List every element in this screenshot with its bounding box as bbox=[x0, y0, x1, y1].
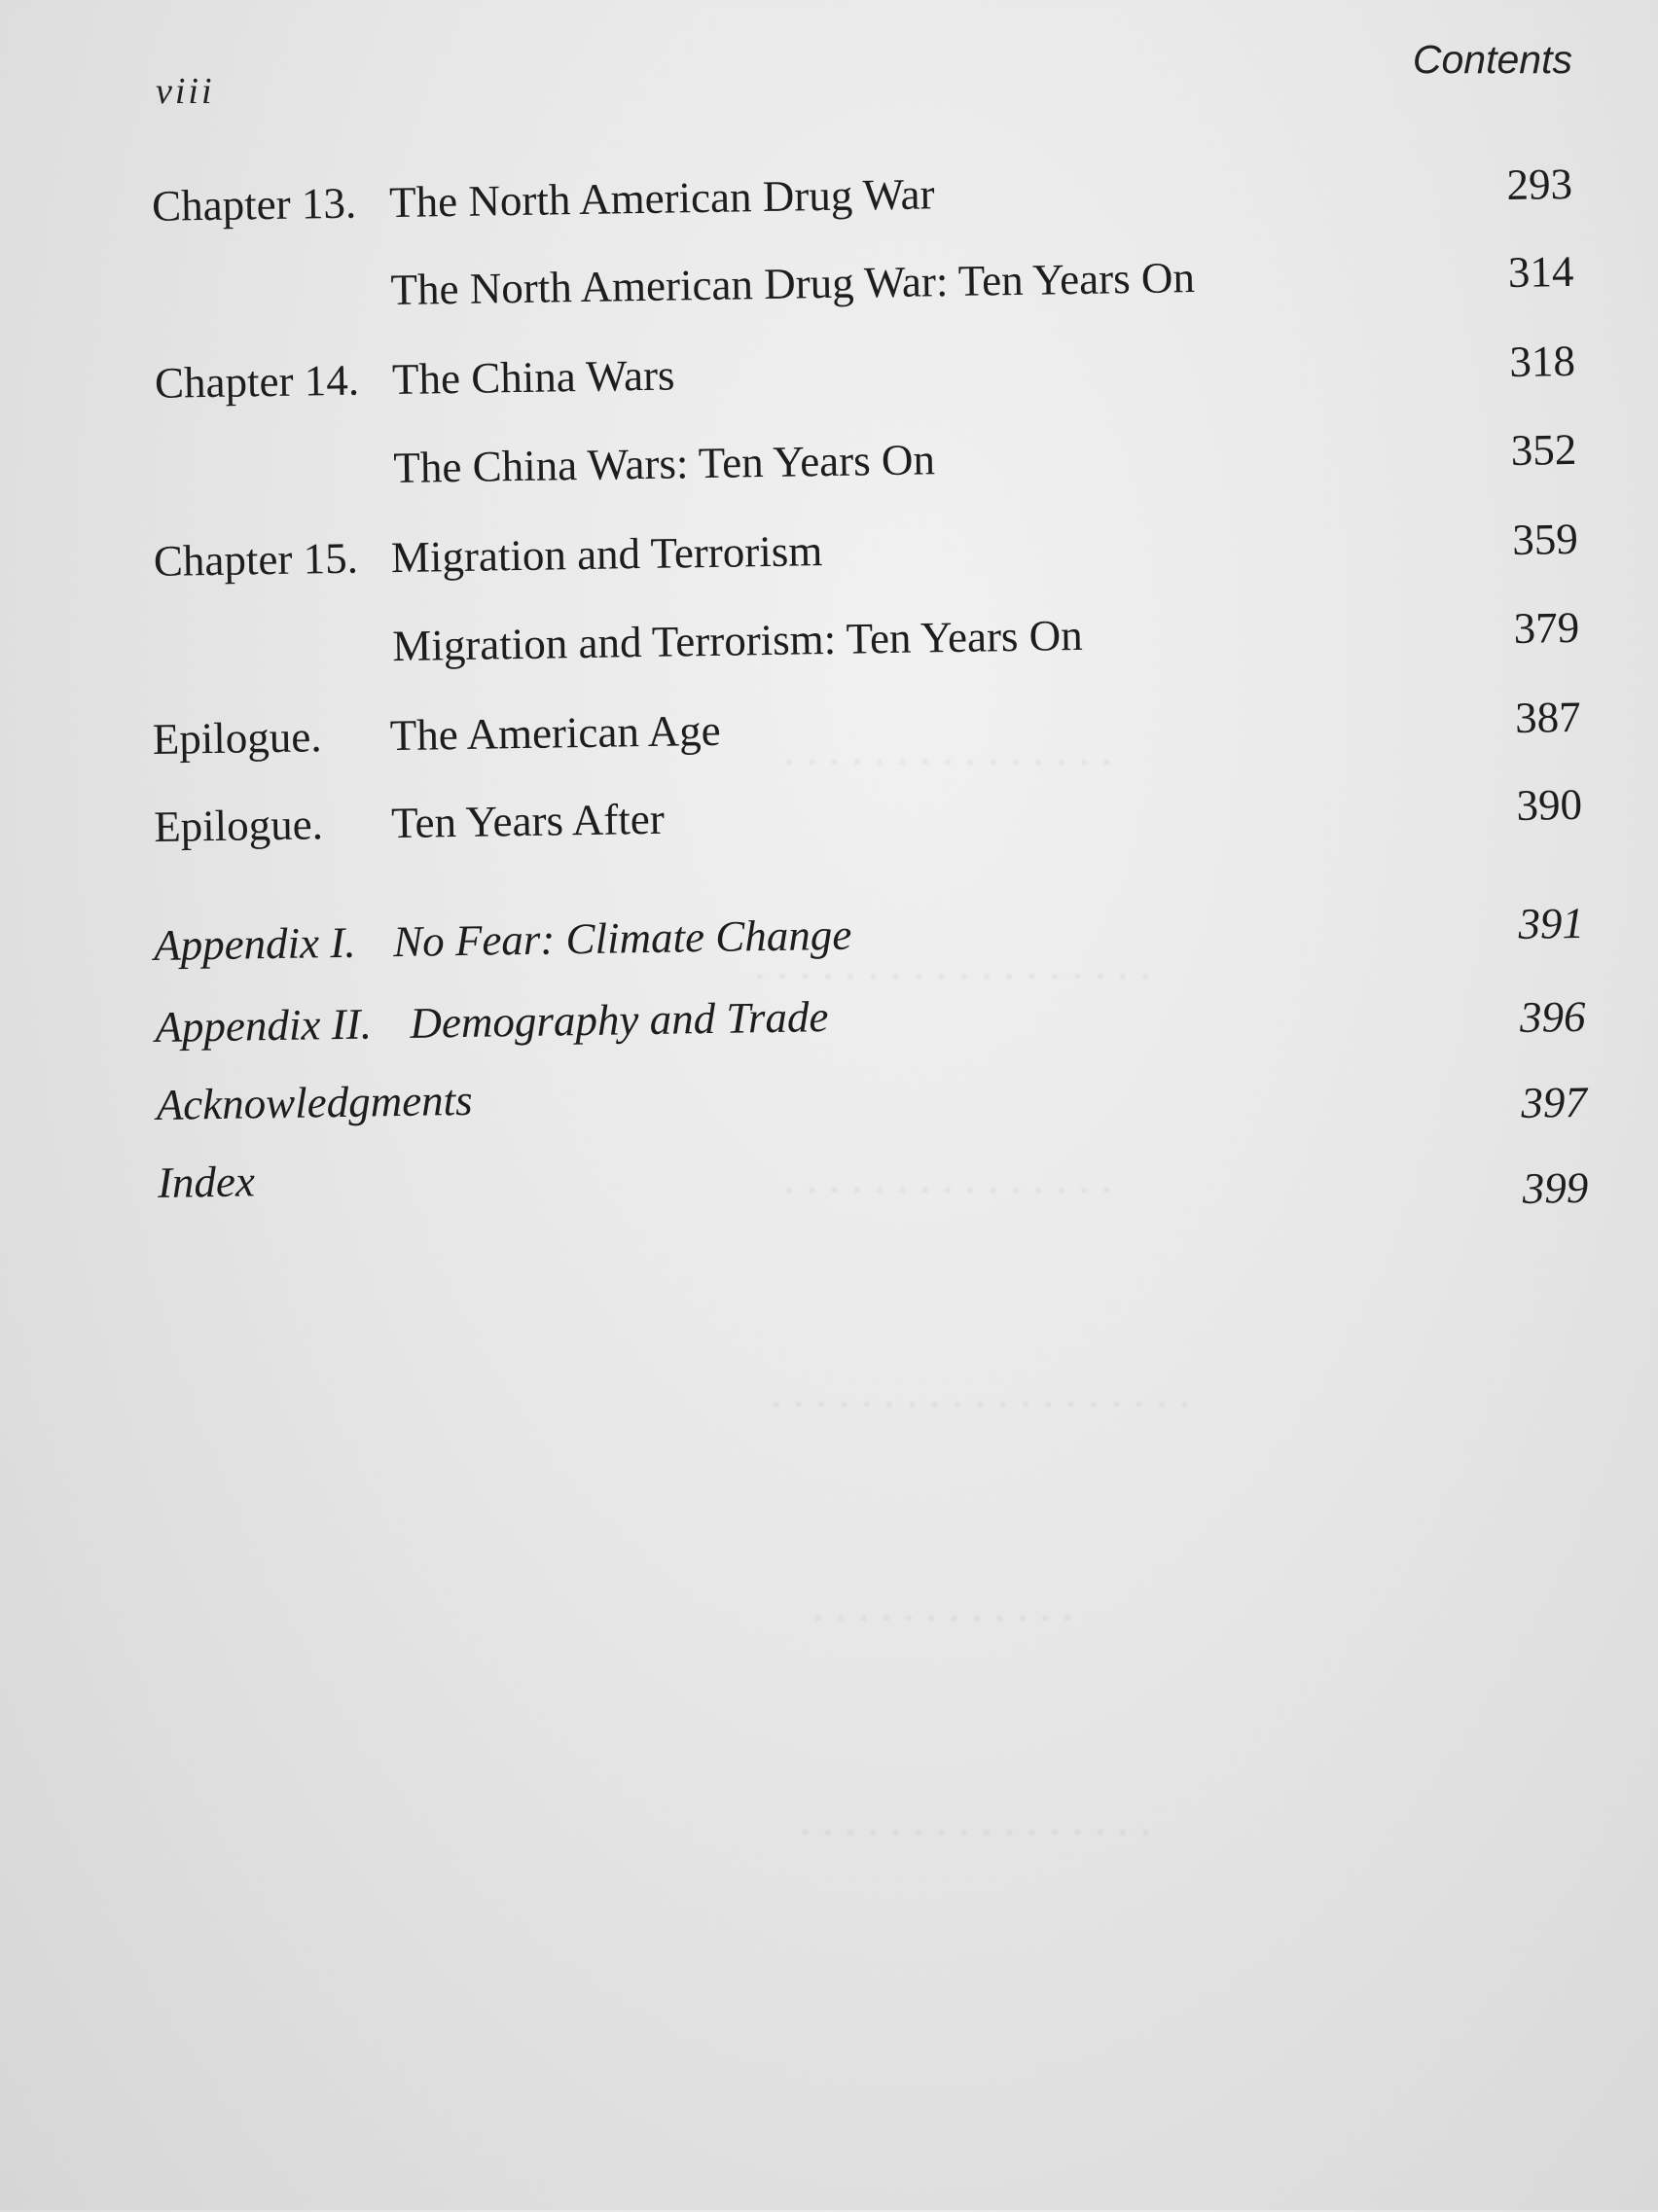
appendix-entry bbox=[12, 892, 1658, 977]
entry-page-number: 293 bbox=[1506, 159, 1573, 210]
entry-page-number: 359 bbox=[1511, 514, 1579, 564]
entry-title: Ten Years After bbox=[390, 794, 666, 848]
appendix-title: No Fear: Climate Change bbox=[392, 910, 852, 967]
appendix-page-number: 396 bbox=[1519, 991, 1586, 1042]
appendix-label: Index bbox=[157, 1157, 256, 1207]
entry-title: The American Age bbox=[389, 705, 721, 761]
entry-label: Chapter 14. bbox=[154, 355, 360, 408]
toc-entry bbox=[3, 331, 1658, 415]
appendix-page-number: 399 bbox=[1522, 1162, 1589, 1213]
entry-title: Migration and Terrorism bbox=[390, 526, 823, 583]
appendix-entry bbox=[13, 974, 1658, 1058]
toc-entry bbox=[10, 774, 1658, 859]
entry-label: Chapter 13. bbox=[151, 178, 357, 231]
entry-label: Chapter 15. bbox=[153, 533, 359, 586]
entry-title: The North American Drug War bbox=[388, 169, 935, 228]
entry-page-number: 318 bbox=[1508, 336, 1576, 387]
entry-title: The North American Drug War: Ten Years On bbox=[390, 253, 1196, 315]
toc-entry bbox=[0, 154, 1658, 238]
appendix-label: Appendix II. bbox=[155, 999, 373, 1052]
running-head: Contents bbox=[1412, 37, 1572, 82]
entry-label: Epilogue. bbox=[153, 800, 324, 851]
entry-page-number: 387 bbox=[1514, 692, 1582, 742]
entry-page-number: 390 bbox=[1516, 779, 1583, 830]
appendix-label: Acknowledgments bbox=[156, 1075, 473, 1129]
toc-entry bbox=[7, 597, 1658, 682]
toc-entry bbox=[5, 509, 1658, 593]
appendix-entry bbox=[14, 1052, 1658, 1136]
bleed-through-text: · · · · · · · · · · · · · · · · · · · · · · · · · · · · · · · · · · · · · · · · · · · · · · · · · · · · · · · · · · · · · · · · · · · · · · · · · · · · · · · · · · · · · · · · · · · · · · · bbox=[753, 740, 1191, 1854]
appendix-entry bbox=[16, 1129, 1658, 1214]
appendix-page-number: 391 bbox=[1518, 898, 1585, 948]
entry-title: The China Wars: Ten Years On bbox=[393, 435, 936, 493]
entry-title: Migration and Terrorism: Ten Years On bbox=[391, 610, 1084, 671]
toc-entry bbox=[4, 419, 1658, 504]
appendix-title: Demography and Trade bbox=[410, 992, 829, 1048]
appendix-page-number: 397 bbox=[1520, 1077, 1588, 1127]
entry-page-number: 314 bbox=[1507, 246, 1574, 298]
entry-page-number: 379 bbox=[1513, 602, 1580, 653]
entry-page-number: 352 bbox=[1510, 424, 1577, 475]
toc-entry bbox=[1, 241, 1658, 326]
page-folio: viii bbox=[156, 71, 215, 112]
entry-label: Epilogue. bbox=[152, 712, 322, 764]
toc-entry bbox=[8, 687, 1658, 771]
entry-title: The China Wars bbox=[391, 350, 675, 405]
appendix-label: Appendix I. bbox=[153, 917, 356, 970]
